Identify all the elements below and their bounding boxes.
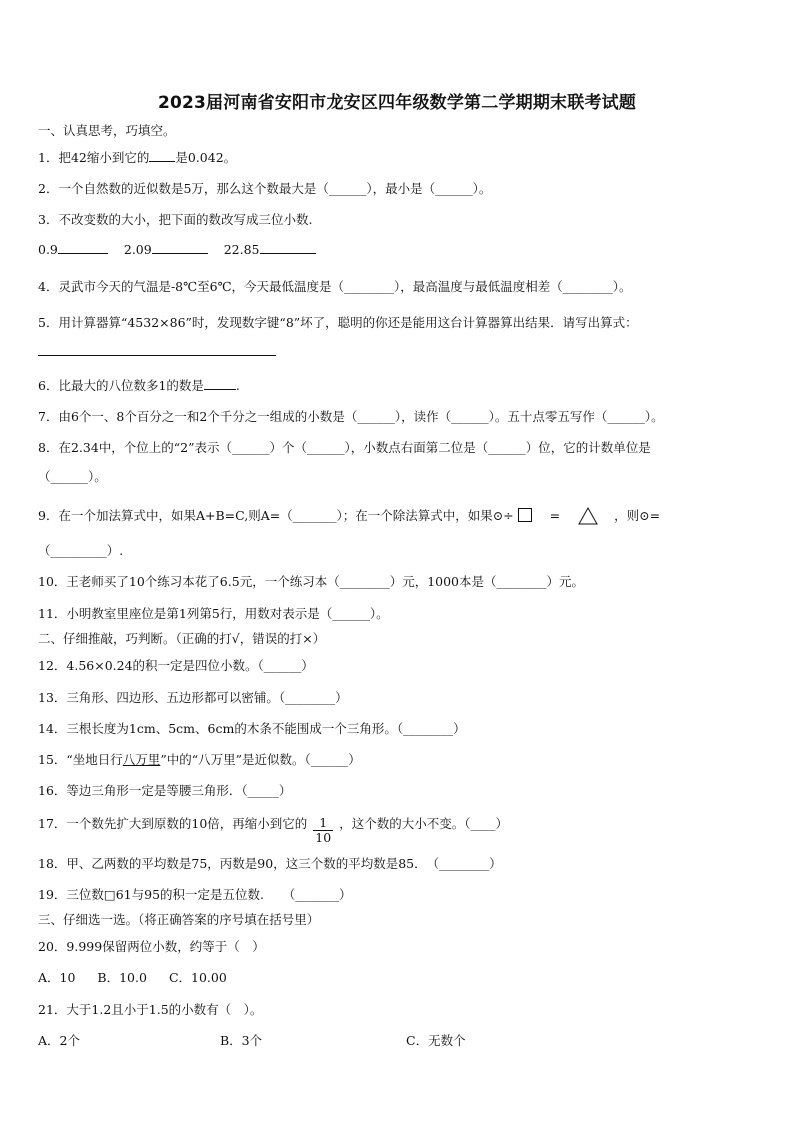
question-6: 6．比最大的八位数多1的数是 .: [38, 378, 240, 393]
answer-line[interactable]: [38, 355, 276, 356]
question-2: 2．一个自然数的近似数是5万，那么这个数最大是（______），最小是（______）。: [38, 181, 492, 196]
question-4: 4．灵武市今天的气温是-8℃至6℃，今天最低温度是（________），最高温度与最低温度相差（________）。: [38, 279, 632, 294]
question-7: 7．由6个一、8个百分之一和2个千分之一组成的小数是（______），读作（______）。五十点零五写作（______）。: [38, 409, 664, 424]
answer-blank[interactable]: [260, 241, 316, 254]
question-18: 18．甲、乙两数的平均数是75，丙数是90，这三个数的平均数是85． （________）: [38, 856, 502, 871]
option-b[interactable]: B．10.0: [97, 970, 147, 985]
answer-blank[interactable]: [149, 149, 175, 162]
question-3: 3．不改变数的大小，把下面的数改写成三位小数.: [38, 212, 313, 227]
question-19: 19．三位数□61与95的积一定是五位数. （_______）: [38, 887, 352, 902]
question-5: 5．用计算器算“4532×86”时，发现数字键“8”坏了，聪明的你还是能用这台计算器算出结果．请写出算式：: [38, 315, 638, 330]
option-a[interactable]: A．2个: [38, 1033, 80, 1048]
section-1-heading: 一、认真思考，巧填空。: [38, 123, 176, 138]
answer-blank[interactable]: [204, 377, 236, 390]
page-title: 2023届河南省安阳市龙安区四年级数学第二学期期末联考试题: [157, 93, 637, 113]
question-13: 13．三角形、四边形、五边形都可以密铺。（________）: [38, 690, 348, 705]
section-2-heading: 二、仔细推敲，巧判断。（正确的打√，错误的打×）: [38, 631, 326, 646]
question-9: 9．在一个加法算式中，如果A+B=C,则A=（_______）；在一个除法算式中，如果⊙÷ = ，则⊙=: [38, 508, 661, 523]
option-a[interactable]: A．10: [38, 970, 76, 985]
question-8-cont: （______）。: [38, 469, 107, 484]
question-21: 21．大于1.2且小于1.5的小数有（ ）。: [38, 1002, 263, 1017]
question-20-options: [38, 968, 227, 986]
answer-blank[interactable]: [58, 241, 108, 254]
option-c[interactable]: C．无数个: [406, 1033, 466, 1048]
question-17: 17．一个数先扩大到原数的10倍，再缩小到它的 $\frac{1}{10}$ ，这个数的大小不变。（____）: [38, 815, 508, 845]
question-12: 12．4.56×0.24的积一定是四位小数。（______）: [38, 658, 314, 673]
answer-blank[interactable]: [152, 241, 208, 254]
question-15: 15．“坐地日行八万里”中的“八万里”是近似数。（______）: [38, 752, 361, 767]
triangle-icon: [578, 507, 598, 525]
question-1: 1．把42缩小到它的 是0.042。: [38, 150, 237, 165]
question-3-items: 0.9 2.09 22.85: [38, 241, 316, 257]
question-9-cont: （_________）.: [38, 543, 124, 558]
question-20: 20．9.999保留两位小数，约等于（ ）: [38, 939, 265, 954]
question-21-options: [38, 1031, 466, 1049]
option-b[interactable]: B．3个: [220, 1033, 263, 1048]
question-8: 8．在2.34中，个位上的“2”表示（______）个（______），小数点右面第二位是（______）位，它的计数单位是: [38, 440, 651, 455]
question-10: 10．王老师买了10个练习本花了6.5元，一个练习本（________）元，1000本是（________）元。: [38, 574, 585, 589]
section-3-heading: 三、仔细选一选。（将正确答案的序号填在括号里）: [38, 912, 320, 927]
fraction: $\frac{1}{10}$: [315, 815, 332, 845]
square-icon: [518, 508, 532, 522]
option-c[interactable]: C．10.00: [168, 970, 227, 985]
question-16: 16．等边三角形一定是等腰三角形．（_____）: [38, 783, 292, 798]
question-14: 14．三根长度为1cm、5cm、6cm的木条不能围成一个三角形。（________）: [38, 721, 466, 736]
question-11: 11．小明教室里座位是第1列第5行，用数对表示是（______）。: [38, 606, 389, 621]
